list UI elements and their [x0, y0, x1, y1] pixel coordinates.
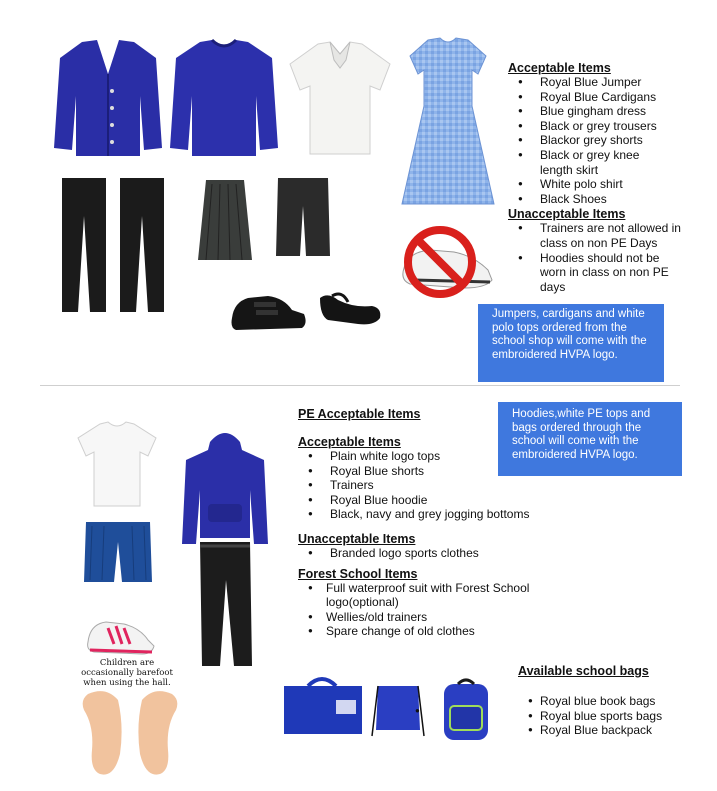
pe-logo-note-text: Hoodies,white PE tops and bags ordered through the school will come with the embroidered HVPA logo.	[512, 408, 651, 461]
trousers-image	[118, 176, 166, 314]
uniform-logo-note	[478, 304, 664, 382]
list-item: ● Plain white logo tops	[298, 449, 558, 464]
separator-dot: ●	[415, 706, 420, 715]
list-item: ● Wellies/old trainers	[298, 610, 558, 625]
list-item: ● Full waterproof suit with Forest School logo(optional)	[298, 581, 546, 610]
list-item: ● Trainers are not allowed in class on non PE Days	[508, 221, 692, 250]
pe-top-image	[76, 420, 158, 508]
list-item: ● Blue gingham dress	[508, 104, 708, 119]
pe-images	[0, 390, 290, 790]
list-item: ● Black Shoes	[508, 192, 708, 207]
list-item: ● Black or grey trousers	[508, 119, 708, 134]
skirt-image	[196, 178, 254, 262]
polo-shirt-image	[284, 38, 396, 158]
shoes-image	[318, 286, 384, 330]
bags-heading: Available school bags	[518, 664, 649, 678]
bare-feet-image	[70, 680, 190, 780]
pe-title: PE Acceptable Items	[298, 407, 421, 421]
list-item: ● Blackor grey shorts	[508, 133, 708, 148]
list-item: ● Black or grey knee length skirt	[508, 148, 660, 177]
gingham-dress-image	[398, 36, 498, 208]
list-item: ● Royal Blue hoodie	[298, 493, 558, 508]
cardigan-image	[52, 36, 164, 161]
pe-unacceptable-list	[298, 546, 558, 561]
uniform-logo-note-text: Jumpers, cardigans and white polo tops ordered from the school shop will come with the embroidered HVPA logo.	[492, 308, 647, 361]
list-item: ● Hoodies should not be worn in class on non PE days	[508, 251, 688, 295]
uniform-unacceptable-list	[508, 221, 708, 294]
uniform-acceptable-section	[508, 61, 708, 294]
shorts-image	[274, 176, 332, 258]
hoodie-image	[180, 430, 270, 548]
list-item: ● Royal Blue shorts	[298, 464, 558, 479]
section-divider	[40, 385, 680, 386]
list-item: ● Trainers	[298, 478, 558, 493]
pe-shorts-image	[82, 520, 154, 586]
list-item: ● Royal Blue Jumper	[508, 75, 708, 90]
list-item: ● Black, navy and grey jogging bottoms	[298, 507, 558, 522]
trousers-image	[60, 176, 108, 314]
pe-acceptable-heading: Acceptable Items	[298, 435, 401, 449]
uniform-unacceptable-heading: Unacceptable Items	[508, 207, 626, 222]
list-item: ● Royal Blue backpack	[518, 723, 708, 738]
jumper-image	[168, 36, 280, 161]
uniform-acceptable-list	[508, 75, 708, 206]
bags-list	[518, 694, 708, 738]
list-item: ● Royal blue book bags	[518, 694, 708, 709]
no-trainers-icon	[394, 222, 498, 302]
uniform-acceptable-heading: Acceptable Items	[508, 61, 611, 75]
book-bag-image	[282, 676, 364, 736]
pe-logo-note	[498, 402, 682, 476]
list-item: ● Royal blue sports bags	[518, 709, 708, 724]
joggers-image	[196, 540, 254, 670]
pe-unacceptable-heading: Unacceptable Items	[298, 531, 416, 546]
barefoot-caption: Children are occasionally barefoot when using the hall.	[81, 658, 173, 688]
forest-list	[298, 581, 558, 639]
forest-heading: Forest School Items	[298, 566, 418, 581]
uniform-images	[0, 0, 500, 380]
trainer-image	[84, 612, 156, 658]
list-item: ● Royal Blue Cardigans	[508, 90, 708, 105]
list-item: ● Spare change of old clothes	[298, 624, 558, 639]
list-item: ● Branded logo sports clothes	[298, 546, 558, 561]
backpack-image	[438, 676, 494, 742]
list-item: ● White polo shirt	[508, 177, 708, 192]
bags-section	[518, 664, 708, 738]
shoes-image	[228, 288, 308, 336]
